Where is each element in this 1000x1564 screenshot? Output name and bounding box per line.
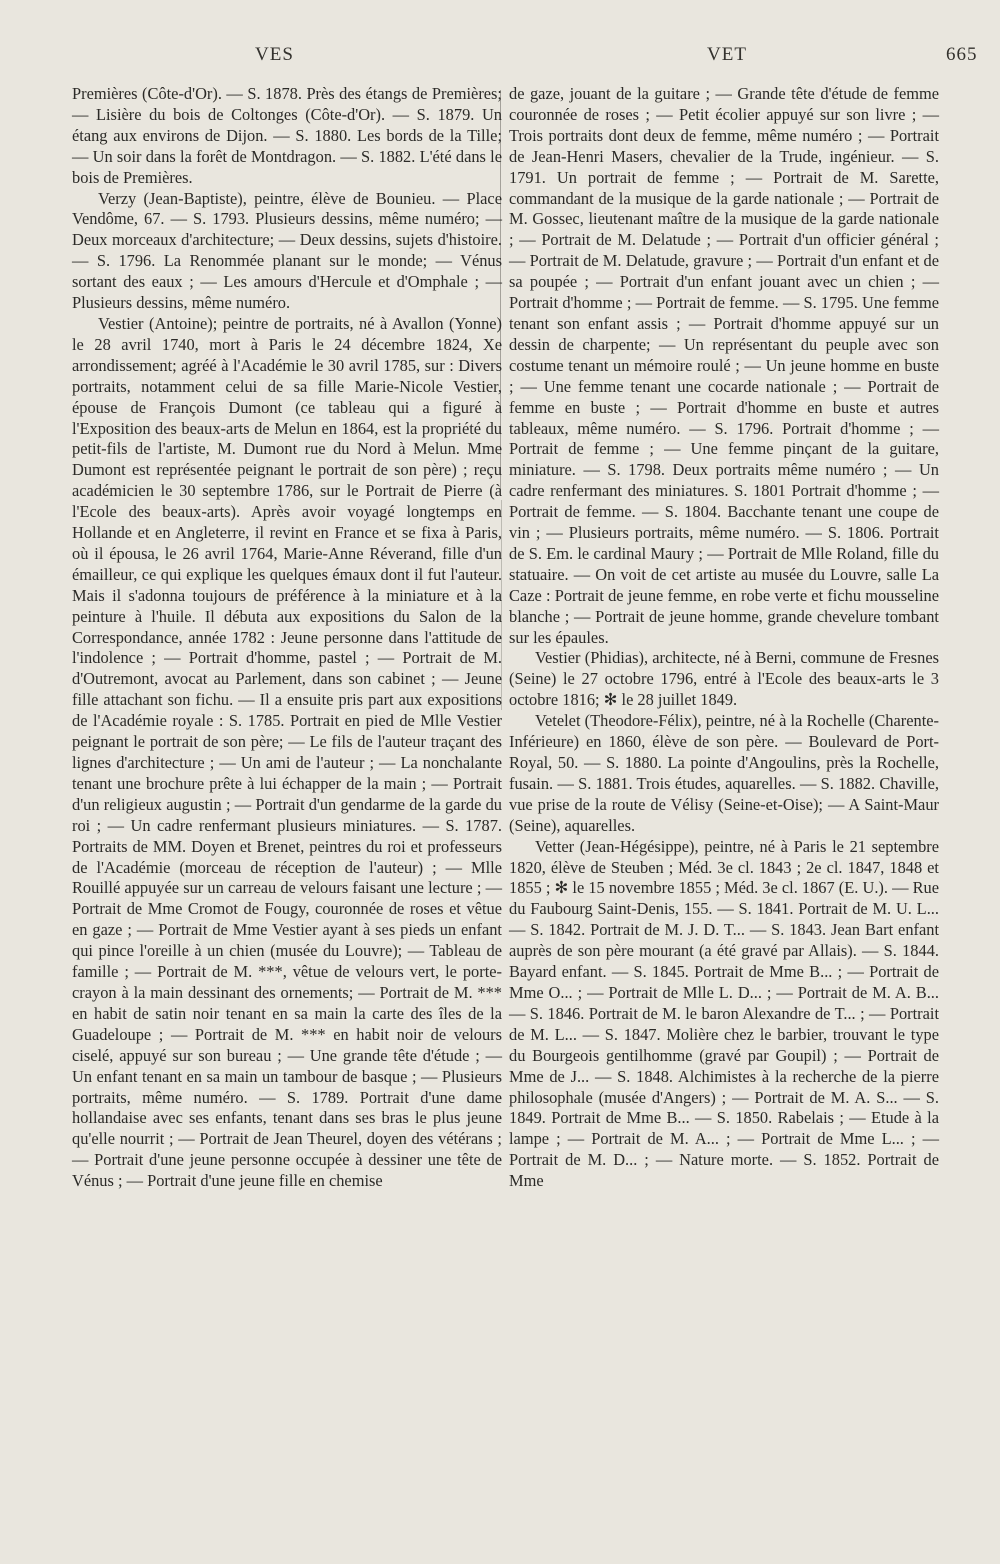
entry-vetelet: Vetelet (Theodore-Félix), peintre, né à la Rochelle (Charente-Inférieure) en 1860, élève de son père. — Boulevard de Port-Royal, 50. — S. 1880. La pointe d'Angoulins, près la Rochelle, fusain. — S. 1881. Trois études, aquarelles. — S. 1882. Chaville, vue prise de la route de Vélisy (Seine-et-Oise); — A Saint-Maur (Seine), aquarelles.	[509, 711, 939, 835]
entry-vetter: Vetter (Jean-Hégésippe), peintre, né à Paris le 21 septembre 1820, élève de Steuben ; Méd. 3e cl. 1843 ; 2e cl. 1847, 1848 et 1855 ; ✻ le 15 novembre 1855 ; Méd. 3e cl. 1867 (E. U.). — Rue du Faubourg Saint-Denis, 155. — S. 1841. Portrait de M. U. L... — S. 1842. Portrait de M. J. D. T... — S. 1843. Jean Bart enfant auprès de son père mourant (a été gravé par Allais). — S. 1844. Bayard enfant. — S. 1845. Portrait de Mme B... ; — Portrait de Mme O... ; — Portrait de Mlle L. D... ; — Portrait de M. A. B... — S. 1846. Portrait de M. le baron Alexandre de T... ; — Portrait de M. L... — S. 1847. Molière chez le barbier, trouvant le type du Bourgeois gentilhomme (gravé par Goupil) ; — Portrait de Mme de J... — S. 1848. Alchimistes à la recherche de la pierre philosophale (musée d'Angers) ; — Portrait de M. A. S... — S. 1849. Portrait de Mme B... — S. 1850. Rabelais ; — Etude à la lampe ; — Portrait de M. A... ; — Portrait de Mme L... ; — Portrait de M. D... ; — Nature morte. — S. 1852. Portrait de Mme	[509, 836, 939, 1191]
header-right-keyword: VET	[707, 44, 747, 65]
entry-continuation: Premières (Côte-d'Or). — S. 1878. Près des étangs de Premières; — Lisière du bois de Coltonges (Côte-d'Or). — S. 1879. Un étang aux environs de Dijon. — S. 1880. Les bords de la Tille; — Un soir dans la forêt de Montdragon. — S. 1882. L'été dans le bois de Premières.	[72, 84, 502, 187]
page-number: 665	[946, 44, 978, 65]
entry-vestier-antoine: Vestier (Antoine); peintre de portraits, né à Avallon (Yonne) le 28 avril 1740, mort à Paris le 24 décembre 1824, Xe arrondissement; agréé à l'Académie le 30 avril 1785, sur : Divers portraits, notamment celui de sa fille Marie-Nicole Vestier, épouse de François Dumont (ce tableau qui a figuré à l'Exposition des beaux-arts de Melun en 1864, est la propriété du petit-fils de l'artiste, M. Dumont rue du Nord à Melun. Mme Dumont est représentée peignant le portrait de son père) ; reçu académicien le 30 septembre 1786, sur le Portrait de Pierre (à l'Ecole des beaux-arts). Après avoir voyagé longtemps en Hollande et en Angleterre, il revint en France et se fixa à Paris, où il épousa, le 26 avril 1764, Marie-Anne Réverand, fille d'un émailleur, ce qui explique les quelques émaux dont il fut l'auteur. Mais il s'adonna toujours de préférence à la miniature et à la peinture à l'huile. Il débuta aux expositions du Salon de la Correspondance, année 1782 : Jeune personne dans l'attitude de l'indolence ; — Portrait d'homme, pastel ; — Portrait de M. d'Outremont, avocat au Parlement, dans son cabinet ; — Jeune fille attachant son fichu. — Il a ensuite pris part aux expositions de l'Académie royale : S. 1785. Portrait en pied de Mlle Vestier peignant le portrait de son père; — Le fils de l'auteur traçant des lignes d'architecture ; — Un ami de l'auteur ; — La nonchalante tenant une brochure prête à lui échapper de la main ; — Portrait d'un religieux augustin ; — Portrait d'un gendarme de la garde du roi ; — Un cadre renfermant plusieurs miniatures. — S. 1787. Portraits de MM. Doyen et Brenet, peintres du roi et professeurs de l'Académie (morceau de réception de l'auteur) ; — Mlle Rouillé appuyée sur un carreau de velours faisant une lecture ; — Portrait de Mme Cromot de Fougy, couronnée de roses et vêtue en gaze ; — Portrait de Mme Vestier ayant à ses pieds un enfant qui pince l'oreille à un chien (musée du Louvre); — Tableau de famille ; — Portrait de M. ***, vêtue de velours vert, le porte-crayon à la main dessinant des ornements; — Portrait de M. *** en habit de satin noir tenant en sa main la carte des îles de la Guadeloupe ; — Portrait de M. *** en habit noir de velours ciselé, appuyé sur son bureau ; — Une grande tête d'étude ; — Un enfant tenant en sa main un tambour de basque ; — Plusieurs portraits, même numéro. — S. 1789. Portrait d'une dame hollandaise avec ses enfants, tenant dans ses bras le plus jeune qu'elle nourrit ; — Portrait de Jean Theurel, doyen des vétérans ; — Portrait d'une jeune personne occupée à dessiner une tête de Vénus ; — Portrait d'une jeune fille en chemise	[72, 313, 502, 1191]
entry-verzy: Verzy (Jean-Baptiste), peintre, élève de Bounieu. — Place Vendôme, 67. — S. 1793. Plusieurs dessins, même numéro; — Deux morceaux d'architecture; — Deux dessins, sujets d'histoire. — S. 1796. La Renommée planant sur le monde; — Vénus sortant des eaux ; — Les amours d'Hercule et d'Omphale ; — Plusieurs dessins, même numéro.	[72, 188, 502, 313]
header-left-keyword: VES	[255, 44, 294, 65]
right-column	[509, 84, 939, 1192]
running-header	[0, 44, 1000, 74]
left-column	[72, 84, 502, 1192]
entry-continuation: de gaze, jouant de la guitare ; — Grande tête d'étude de femme couronnée de roses ; — Petit écolier appuyé sur son livre ; — Trois portraits dont deux de femme, même numéro ; — Portrait de Jean-Henri Masers, chevalier de la Trude, ingénieur. — S. 1791. Un portrait de femme ; — Portrait de M. Sarette, commandant de la musique de la garde nationale ; — Portrait de M. Gossec, lieutenant maître de la musique de la garde nationale ; — Portrait de M. Delatude ; — Portrait d'un officier général ; — Portrait de M. Delatude, gravure ; — Portrait d'un enfant et de sa poupée ; — Portrait d'un enfant jouant avec un chien ; — Portrait d'homme ; — Portrait de femme. — S. 1795. Une femme tenant son enfant assis ; — Portrait d'homme appuyé sur un dessin de charpente; — Un représentant du peuple avec son costume tenant un mémoire roulé ; — Un jeune homme en buste ; — Une femme tenant une cocarde nationale ; — Portrait de femme en buste ; — Portrait d'homme en buste et autres tableaux, même numéro. — S. 1796. Portrait d'homme ; — Portrait de femme ; — Une femme pinçant de la guitare, miniature. — S. 1798. Deux portraits même numéro ; — Un cadre renfermant des miniatures. S. 1801 Portrait d'homme ; — Portrait de femme. — S. 1804. Bacchante tenant une coupe de vin ; — Plusieurs portraits, même numéro. — S. 1806. Portrait de S. Em. le cardinal Maury ; — Portrait de Mlle Roland, fille du statuaire. — On voit de cet artiste au musée du Louvre, salle La Caze : Portrait de jeune femme, en robe verte et fichu mousseline blanche ; — Portrait de jeune homme, grande chevelure tombant sur les épaules.	[509, 84, 939, 647]
entry-vestier-phidias: Vestier (Phidias), architecte, né à Berni, commune de Fresnes (Seine) le 27 octobre 1796, entré à l'Ecole des beaux-arts le 3 octobre 1816; ✻ le 28 juillet 1849.	[509, 648, 939, 710]
